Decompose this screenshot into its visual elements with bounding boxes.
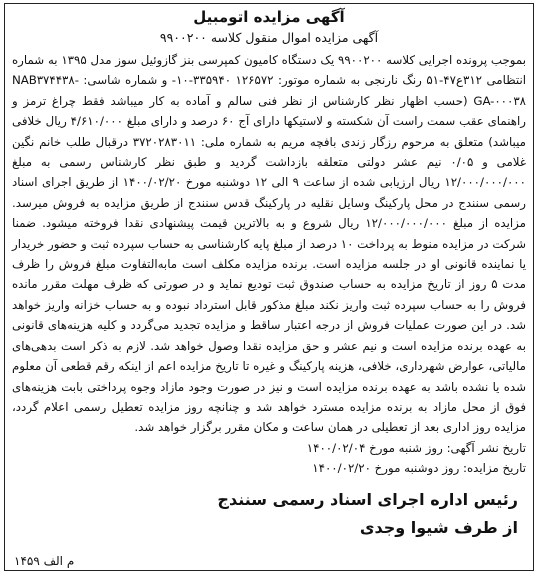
notice-subtitle: آگهی مزایده اموال منقول کلاسه ۹۹۰۰۲۰۰ xyxy=(159,30,379,45)
publish-date: تاریخ نشر آگهی: روز شنبه مورخ ۱۴۰۰/۰۲/۰۴ xyxy=(306,440,526,455)
signature-name: از طرف شیوا وجدی xyxy=(359,517,518,537)
signature-title: رئیس اداره اجرای اسناد رسمی سنندج xyxy=(217,489,518,509)
signature-block xyxy=(12,486,526,542)
notice-content xyxy=(12,6,526,542)
notice-body: بموجب پرونده اجرایی کلاسه ۹۹۰۰۲۰۰ یک دستگاه کامیون کمپرسی بنز گازوئیل سوز مدل ۱۳۹۵ به شماره انتظامی ۳۱۲ع۴۷-۵۱ رنگ نارنجی به شماره موتور: ۱۲۶۵۷۲ ۳۳۵۹۴۰-۱۰- و شماره شاسی: NAB۳۷۴۴۳۸-GA-۰۰۰۳۸ (حسب اظهار نظر کارشناس از نظر فنی سالم و آماده به کار میباشد فقط چراغ ترمز و راهنمای عقب سمت راست آن شکسته و لاستیکها دارای آج ۶۰ درصد و دارای مبلغ ۴/۶۱۰/۰۰۰ ریال خلافی میباشد) متعلق به مرحوم رزگار زندی بافچه مریم به شماره ملی: ۳۷۲۰۲۸۳۰۱۱ درقبال طلب خانم نگین غلامی و ۰/۰۵ نیم عشر دولتی متعلقه بازداشت گردید و طبق نظر کارشناس رسمی به مبلغ ۱۲/۰۰۰/۰۰۰/۰۰۰ ریال ارزیابی شده از ساعت ۹ الی ۱۲ دوشنبه مورخ ۱۴۰۰/۰۲/۲۰ از طریق اجرای اسناد رسمی سنندج در محل پارکینگ وسایل نقلیه در پارکینگ قدس سنندج از طریق مزایده به فروش میرسد. مزایده از مبلغ ۱۲/۰۰۰/۰۰۰/۰۰۰ ریال شروع و به بالاترین قیمت پیشنهادی نقدا فروخته میشود. ضمنا شرکت در مزایده منوط به پرداخت ۱۰ درصد از مبلغ پایه کارشناسی به حساب سپرده ثبت و حضور خریدار یا نماینده قانونی او در جلسه مزایده است. برنده مزایده مکلف است مابه‌التفاوت مبلغ فروش را ظرف مدت ۵ روز از تاریخ مزایده به حساب صندوق ثبت تودیع نماید و در صورتی که ظرف مهلت مقرر مانده فروش را به حساب سپرده ثبت واریز نکند مبلغ مذکور قابل استرداد نبوده و به حساب خزانه واریز خواهد شد. در این صورت عملیات فروش از درجه اعتبار ساقط و مزایده تجدید می‌گردد و کلیه هزینه‌های قانونی به عهده برنده مزایده است و نیم عشر و حق مزایده نقدا وصول خواهد شد. لازم به ذکر است بدهی‌های مالیاتی، عوارض شهرداری، خلافی، هزینه پارکینگ و غیره تا تاریخ مزایده اعم از اینکه رقم قطعی آن معلوم شده یا نشده باشد به عهده برنده مزایده است و نیز در صورت وجود مازاد وجوه پرداختی بابت هزینه‌های فوق از محل مازاد به برنده مزایده مسترد خواهد شد و چنانچه روز مزایده تعطیل رسمی اعلام گردد، مزایده روز اداری بعد از تعطیلی در همان ساعت و مکان مقرر برگزار خواهد شد. xyxy=(12,53,527,435)
auction-date: تاریخ مزایده: روز دوشنبه مورخ ۱۴۰۰/۰۲/۲۰ xyxy=(312,460,526,475)
notice-title: آگهی مزایده اتومبیل xyxy=(193,8,345,26)
reference-number: م الف ۱۴۵۹ xyxy=(14,554,75,568)
